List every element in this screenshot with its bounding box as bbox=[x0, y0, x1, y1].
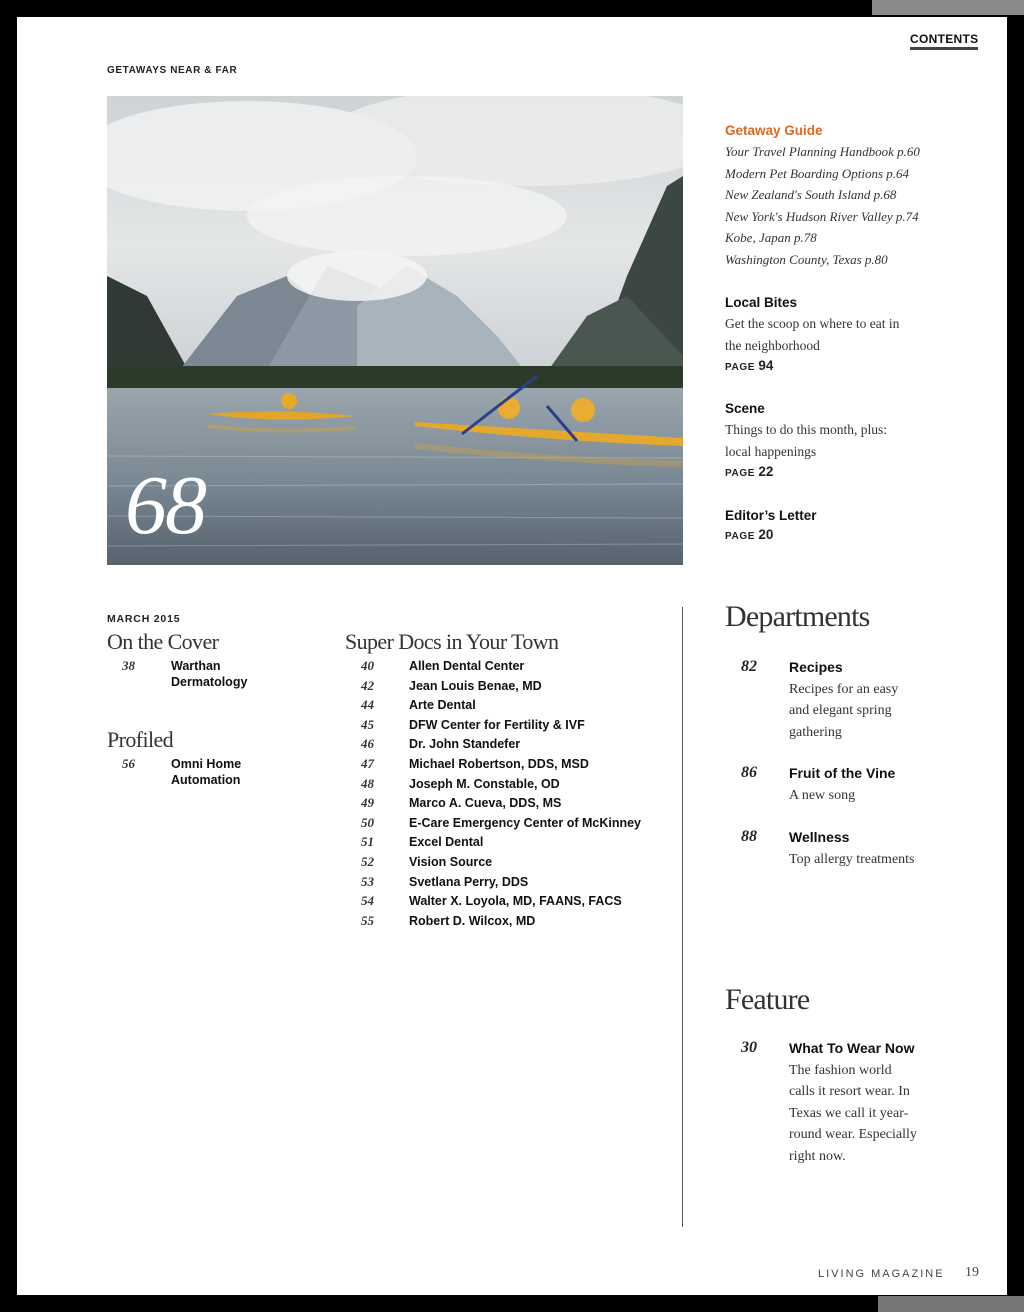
item-name: Svetlana Perry, DDS bbox=[409, 874, 529, 889]
editors-letter[interactable] bbox=[725, 508, 955, 542]
guide-item[interactable]: Your Travel Planning Handbook p.60 bbox=[725, 144, 920, 159]
desc-line: and elegant spring bbox=[789, 703, 892, 719]
profiled-title: Profiled bbox=[107, 727, 174, 752]
footer-page-number: 19 bbox=[965, 1265, 979, 1280]
local-bites-page bbox=[725, 358, 955, 373]
guide-item[interactable]: Washington County, Texas p.80 bbox=[725, 251, 888, 267]
dep-desc bbox=[789, 849, 959, 870]
dep-desc bbox=[789, 679, 939, 743]
getaway-guide bbox=[725, 123, 955, 270]
guide-item[interactable]: Kobe, Japan p.78 bbox=[725, 230, 817, 245]
department-item-wellness[interactable] bbox=[725, 828, 975, 878]
item-name: Joseph M. Constable, OD bbox=[409, 776, 560, 791]
page-label: PAGE bbox=[725, 531, 755, 542]
item-name: Walter X. Loyola, MD, FAANS, FACS bbox=[409, 894, 622, 909]
local-bites-desc: Get the scoop on where to eat in bbox=[725, 316, 900, 331]
desc-line: right now. bbox=[789, 1148, 846, 1164]
item-num: 45 bbox=[361, 716, 374, 732]
profiled-num: 56 bbox=[122, 756, 135, 771]
desc-line: round wear. Especially bbox=[789, 1127, 917, 1143]
page-shadow bbox=[878, 1296, 1024, 1312]
item-num: 46 bbox=[361, 736, 374, 752]
local-bites[interactable] bbox=[725, 295, 955, 373]
dep-num: 86 bbox=[741, 764, 757, 781]
item-name: Michael Robertson, DDS, MSD bbox=[409, 757, 589, 771]
guide-item[interactable]: Modern Pet Boarding Options p.64 bbox=[725, 165, 910, 181]
item-name: Allen Dental Center bbox=[409, 659, 525, 673]
item-name: Jean Louis Benae, MD bbox=[409, 678, 542, 693]
issue-date: MARCH 2015 bbox=[107, 613, 181, 625]
page-label: PAGE bbox=[725, 468, 755, 479]
dep-num: 82 bbox=[741, 658, 757, 675]
column-divider bbox=[682, 607, 683, 1227]
page-label: PAGE bbox=[725, 362, 755, 373]
page-number: 94 bbox=[758, 358, 774, 373]
contents-label: CONTENTS bbox=[910, 32, 978, 50]
editors-letter-title: Editor’s Letter bbox=[725, 508, 817, 523]
item-name: Vision Source bbox=[409, 855, 493, 869]
item-name: DFW Center for Fertility & IVF bbox=[409, 717, 585, 732]
item-num: 52 bbox=[361, 854, 374, 869]
item-name: Robert D. Wilcox, MD bbox=[409, 913, 536, 928]
scene-page bbox=[725, 464, 955, 479]
department-item-fruit-of-the-vine[interactable] bbox=[725, 764, 975, 814]
dep-title: Wellness bbox=[789, 829, 850, 845]
magazine-page bbox=[17, 17, 1007, 1295]
feature-item-title: What To Wear Now bbox=[789, 1040, 915, 1056]
item-name: Dr. John Standefer bbox=[409, 737, 521, 752]
desc-line: gathering bbox=[789, 724, 842, 740]
guide-item[interactable]: New Zealand's South Island p.68 bbox=[725, 187, 897, 202]
feature-num: 30 bbox=[741, 1039, 757, 1056]
local-bites-desc: the neighborhood bbox=[725, 337, 820, 353]
item-num: 44 bbox=[361, 697, 374, 713]
item-name: Arte Dental bbox=[409, 698, 476, 713]
scene-desc: Things to do this month, plus: bbox=[725, 422, 888, 437]
page-number: 20 bbox=[758, 527, 774, 542]
local-bites-title: Local Bites bbox=[725, 295, 798, 310]
item-num: 51 bbox=[361, 834, 374, 850]
getaway-guide-title: Getaway Guide bbox=[725, 123, 823, 138]
dep-title: Recipes bbox=[789, 659, 843, 675]
item-num: 40 bbox=[361, 658, 374, 673]
item-num: 48 bbox=[361, 775, 374, 791]
name-line: Omni Home bbox=[171, 757, 242, 771]
item-num: 47 bbox=[361, 756, 374, 771]
item-num: 55 bbox=[361, 912, 374, 928]
feature-item[interactable] bbox=[725, 1039, 975, 1169]
cover-photo[interactable] bbox=[107, 96, 683, 565]
scene-title: Scene bbox=[725, 401, 765, 416]
page-number: 22 bbox=[758, 464, 774, 479]
section-kicker: GETAWAYS NEAR & FAR bbox=[107, 65, 238, 76]
page-corner-bar bbox=[872, 0, 1024, 15]
desc-line: Top allergy treatments bbox=[789, 852, 915, 867]
scene-desc: local happenings bbox=[725, 443, 817, 459]
item-name: Excel Dental bbox=[409, 835, 484, 850]
footer-magazine-name: LIVING MAGAZINE bbox=[818, 1268, 945, 1280]
scene[interactable] bbox=[725, 401, 955, 479]
desc-line: calls it resort wear. In bbox=[789, 1084, 910, 1100]
editors-letter-page bbox=[725, 527, 955, 542]
on-the-cover-name[interactable] bbox=[171, 658, 247, 690]
department-item-recipes[interactable] bbox=[725, 658, 975, 748]
item-num: 53 bbox=[361, 873, 374, 889]
departments-title: Departments bbox=[725, 600, 870, 633]
on-the-cover-num: 38 bbox=[122, 658, 135, 673]
name-line: Automation bbox=[171, 773, 241, 787]
dep-num: 88 bbox=[741, 828, 757, 845]
dep-desc bbox=[789, 785, 939, 806]
item-num: 49 bbox=[361, 795, 374, 811]
guide-item[interactable]: New York's Hudson River Valley p.74 bbox=[725, 208, 919, 224]
desc-line: The fashion world bbox=[789, 1063, 892, 1078]
feature-desc bbox=[789, 1060, 959, 1167]
desc-line: Recipes for an easy bbox=[789, 682, 899, 697]
item-name: Marco A. Cueva, DDS, MS bbox=[409, 796, 562, 811]
item-num: 50 bbox=[361, 814, 374, 830]
item-num: 54 bbox=[361, 893, 374, 909]
name-line: Dermatology bbox=[171, 675, 248, 689]
profiled-name[interactable] bbox=[171, 756, 241, 788]
item-name: E-Care Emergency Center of McKinney bbox=[409, 815, 642, 830]
on-the-cover-title: On the Cover bbox=[107, 629, 219, 654]
name-line: Warthan bbox=[171, 659, 221, 673]
photo-page-number: 68 bbox=[125, 459, 205, 552]
desc-line: Texas we call it year- bbox=[789, 1105, 909, 1121]
dep-title: Fruit of the Vine bbox=[789, 765, 896, 781]
super-docs-title: Super Docs in Your Town bbox=[345, 629, 559, 654]
desc-line: A new song bbox=[789, 788, 856, 803]
item-num: 42 bbox=[361, 677, 374, 693]
feature-title: Feature bbox=[725, 983, 810, 1016]
page-edge-right bbox=[1007, 0, 1024, 1312]
